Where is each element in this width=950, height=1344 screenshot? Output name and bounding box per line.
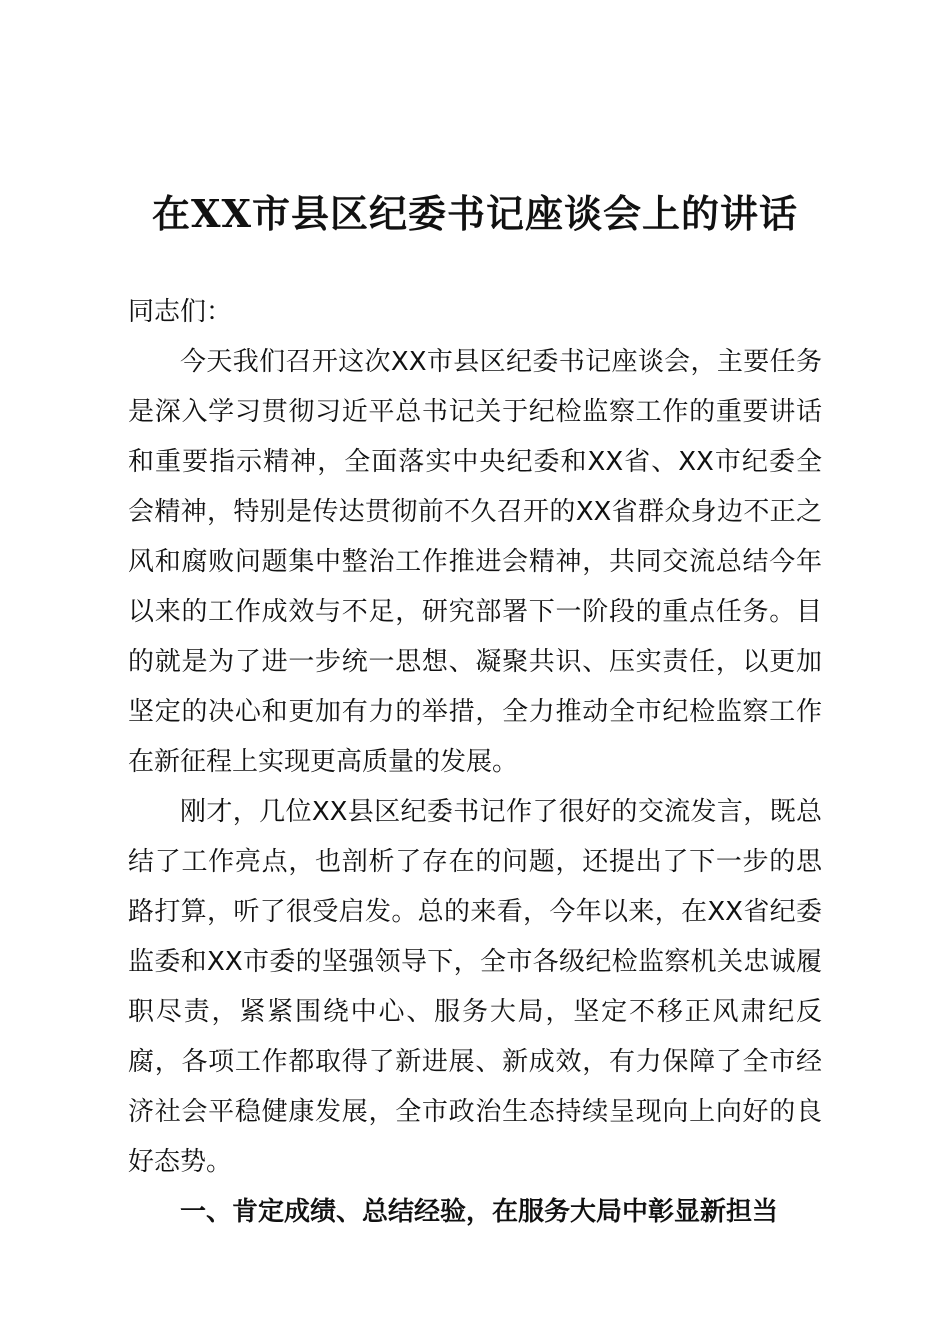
document-body	[128, 287, 822, 1237]
paragraph-opening: 今天我们召开这次XX市县区纪委书记座谈会，主要任务是深入学习贯彻习近平总书记关于纪检监察工作的重要讲话和重要指示精神，全面落实中央纪委和XX省、XX市纪委全会精神，特别是传达贯彻前不久召开的XX省群众身边不正之风和腐败问题集中整治工作推进会精神，共同交流总结今年以来的工作成效与不足，研究部署下一阶段的重点任务。目的就是为了进一步统一思想、凝聚共识、压实责任，以更加坚定的决心和更加有力的举措，全力推动全市纪检监察工作在新征程上实现更高质量的发展。	[128, 347, 822, 777]
salutation: 同志们：	[128, 297, 233, 327]
paragraph-review: 刚才，几位XX县区纪委书记作了很好的交流发言，既总结了工作亮点，也剖析了存在的问题，还提出了下一步的思路打算，听了很受启发。总的来看，今年以来，在XX省纪委监委和XX市委的坚强领导下，全市各级纪检监察机关忠诚履职尽责，紧紧围绕中心、服务大局，坚定不移正风肃纪反腐，各项工作都取得了新进展、新成效，有力保障了全市经济社会平稳健康发展，全市政治生态持续呈现向上向好的良好态势。	[128, 797, 822, 1177]
section-heading: 一、肯定成绩、总结经验，在服务大局中彰显新担当	[180, 1197, 779, 1227]
document-title: 在XX市县区纪委书记座谈会上的讲话	[152, 191, 798, 236]
